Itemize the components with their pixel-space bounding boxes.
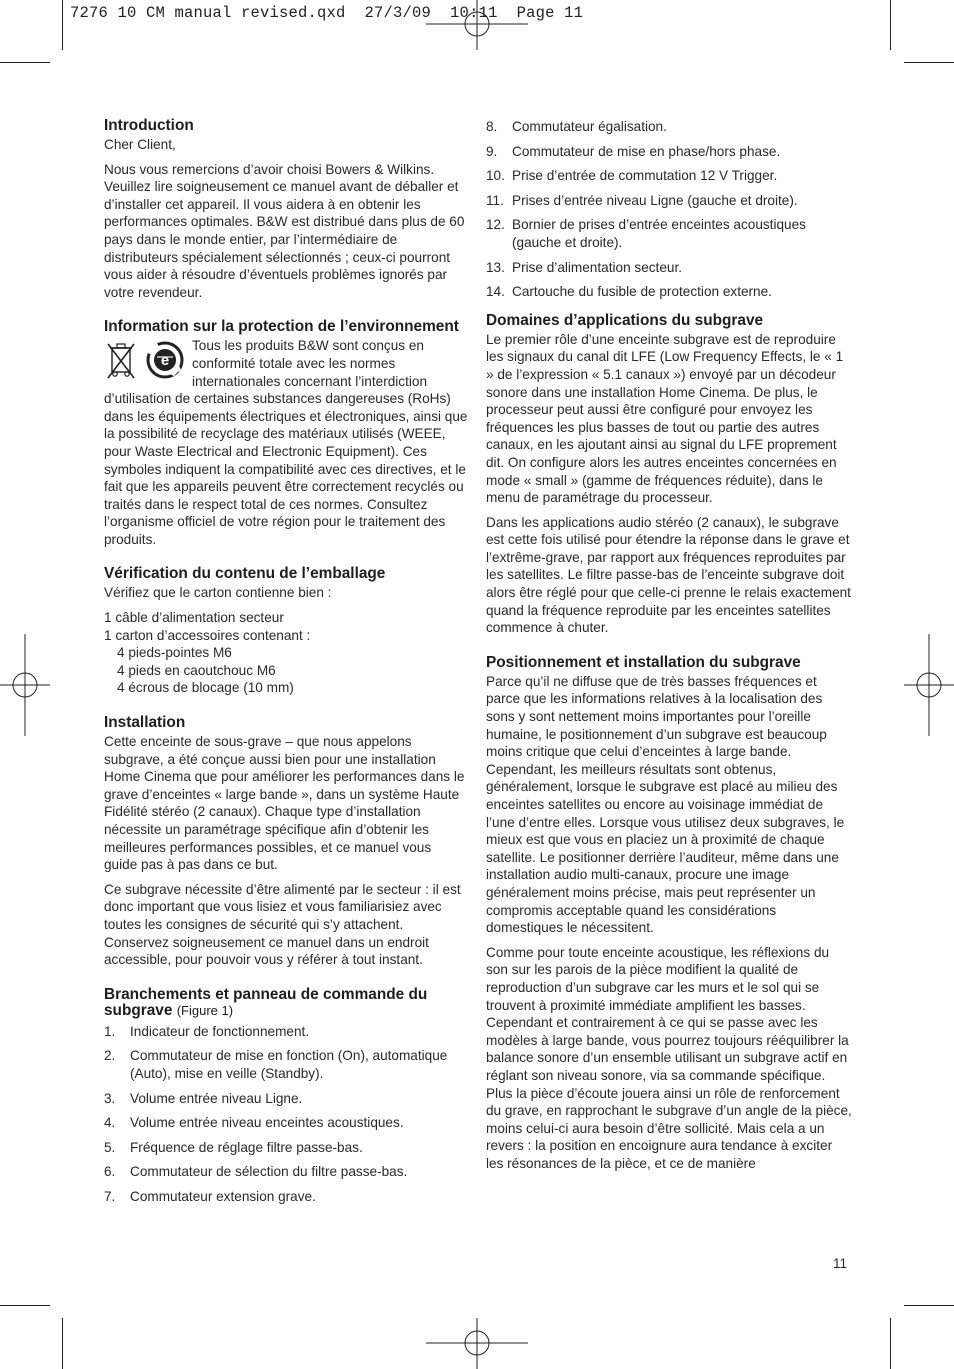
- crop-mark-top-right-horizontal: [904, 62, 954, 63]
- packaging-item: 1 carton d’accessoires contenant :: [104, 627, 311, 643]
- list-item: 5. Fréquence de réglage filtre passe-bas.: [104, 1139, 363, 1155]
- applications-paragraph-1: Le premier rôle d’une enceinte subgrave est de reproduire les signaux du canal dit LFE (Low Frequency Effects, le « 1 » de l’expression « 5.1 canaux ») envoyé par un décodeur sonore dans une installation Home Cinema. De plus, le processeur peut aussi être configuré pour envoyez les fréquences les plus basses de tout ou partie des autres canaux, en les ajoutant ainsi au signal du LFE proprement dit. On configure alors les autres enceintes concernées en mode « small » (gamme de fréquences réduite), dans le menu de paramétrage du processeur.: [486, 331, 844, 506]
- packaging-intro: Vérifiez que le carton contienne bien :: [104, 585, 332, 601]
- list-item: 3. Volume entrée niveau Ligne.: [104, 1090, 303, 1106]
- positioning-paragraph-2: Comme pour toute enceinte acoustique, les réflexions du son sur les parois de la pièce modifient la qualité de reproduction d’un subgrave car les murs et le sol qui se trouvent à proximité immédiate amplifient les basses. Cependant et contrairement à ce qui se passe avec les modèles à large bande, vous pourrez toujours rééquilibrer la balance sonore d’un ensemble utilisant un subgrave actif en réglant son niveau sonore, via sa commande spécifique. Plus la pièce d’écoute jouera ainsi un rôle de renforcement du grave, en rapprochant le subgrave d’un angle de la pièce, moins celui-ci aura besoin d’être sollicité. Mais cela a un revers : la position en encoignure aura tendance à exciter les résonances de la pièce, et ce de manière: [486, 944, 852, 1171]
- list-item: 13. Prise d’alimentation secteur.: [486, 259, 683, 275]
- positioning-paragraph-1: Parce qu’il ne diffuse que de très basses fréquences et parce que les informations relatives à la localisation des sons y sont nettement moins importantes pour l’oreille humaine, le positionnement d’un subgrave est beaucoup moins critique que celui d’enceintes à large bande. Cependant, les meilleurs résultats sont obtenus, généralement, lorsque le subgrave est placé au milieu des enceintes satellites ou encore au voisinage immédiat de l’une d’entre elles. Lorsque vous utilisez deux subgraves, le mieux est que vous en placiez un à proximité de chaque satellite. Le positionner derrière l’auditeur, même dans une installation audio multi-canaux, procure une image généralement moins précise, mais peut représenter un compromis acceptable quand les considérations domestiques le nécessitent.: [486, 673, 845, 936]
- registration-mark-bottom: [426, 1318, 528, 1369]
- packaging-subitem: 4 pieds en caoutchouc M6: [117, 662, 276, 678]
- introduction-heading: Introduction: [104, 117, 194, 134]
- applications-paragraph-2: Dans les applications audio stéréo (2 canaux), le subgrave est cette fois utilisé pour étendre la réponse dans le grave et l’extrême-grave, par rapport aux fréquences reproduites par les satellites. Le filtre passe-bas de l’enceinte subgrave doit alors être réglé pour que celle-ci prenne le relais exactement quand la fréquence reproduite par les enceintes satellites commence à chuter.: [486, 514, 851, 636]
- list-item: 8. Commutateur égalisation.: [486, 119, 667, 134]
- right-column: [486, 118, 852, 1179]
- environment-section: [104, 337, 468, 548]
- crop-mark-bottom-right-horizontal: [904, 1305, 954, 1306]
- list-item: 14. Cartouche du fusible de protection externe.: [486, 284, 772, 300]
- packaging-item: 1 câble d’alimentation secteur: [104, 610, 284, 626]
- crop-mark-bottom-left-vertical: [62, 1318, 63, 1369]
- weee-bin-icon: [104, 340, 138, 380]
- installation-paragraph-2: Ce subgrave nécessite d’être alimenté par le secteur : il est donc important que vous lisiez et vous familiarisiez avec toutes les consignes de sécurité qui s’y attachent. Conservez soigneusement ce manuel dans un endroit accessible, pour pouvoir vous y référer à tout instant.: [104, 881, 461, 968]
- installation-paragraph-1: Cette enceinte de sous-grave – que nous appelons subgrave, a été conçue aussi bien pour une installation Home Cinema que pour améliorer les performances dans le grave d’enceintes « large bande », dans un système Haute Fidélité stéréo (2 canaux). Chaque type d’installation nécessite un paramétrage spécifique afin d’obtenir les meilleures performances possibles, et ce manuel vous guide pas à pas dans ce but.: [104, 734, 465, 873]
- crop-mark-bottom-left-horizontal: [0, 1305, 50, 1306]
- list-item: 4. Volume entrée niveau enceintes acoustiques.: [104, 1115, 404, 1131]
- list-item: 11. Prises d’entrée niveau Ligne (gauche et droite).: [486, 192, 798, 208]
- crop-mark-top-right-vertical: [890, 0, 891, 50]
- environment-heading: Information sur la protection de l’environnement: [104, 318, 459, 336]
- environment-symbols: [104, 340, 188, 380]
- crop-mark-top-left-vertical: [62, 0, 63, 50]
- list-item: 12. Bornier de prises d’entrée enceintes acoustiques (gauche et droite).: [486, 217, 806, 250]
- list-item: 7. Commutateur extension grave.: [104, 1188, 316, 1204]
- controls-list: [104, 1023, 468, 1206]
- figure-reference: (Figure 1): [176, 1002, 234, 1018]
- installation-heading: Installation: [104, 714, 186, 732]
- applications-heading: Domaines d’applications du subgrave: [486, 311, 764, 329]
- page-number: 11: [833, 1256, 848, 1271]
- list-item: 10. Prise d’entrée de commutation 12 V Trigger.: [486, 168, 778, 184]
- positioning-heading: Positionnement et installation du subgrave: [486, 653, 801, 671]
- registration-mark-top: [426, 0, 528, 50]
- connections-heading-text: Branchements et panneau de commande du subgrave: [104, 985, 428, 1019]
- registration-mark-right: [904, 634, 954, 736]
- list-item: 6. Commutateur de sélection du filtre passe-bas.: [104, 1164, 408, 1180]
- packaging-list: [104, 609, 468, 697]
- list-item: 9. Commutateur de mise en phase/hors phase.: [486, 143, 781, 159]
- registration-mark-left: [0, 634, 50, 736]
- introduction-paragraph: Nous vous remercions d’avoir choisi Bowers & Wilkins. Veuillez lire soigneusement ce manuel avant de déballer et d’installer cet appareil. Il vous aidera à en obtenir les performances optimales. B&W est distribué dans plus de 60 pays dans le monde entier, par l’intermédiaire de distributeurs spécialement sélectionnés ; ceux-ci pourront vous aider à résoudre d’éventuels problèmes ignorés par votre revendeur.: [104, 161, 465, 300]
- print-slug: 7276 10 CM manual revised.qxd 27/3/09 10:11 Page 11: [70, 4, 584, 22]
- svg-text:e: e: [160, 352, 170, 370]
- crop-mark-top-left-horizontal: [0, 62, 50, 63]
- crop-mark-bottom-right-vertical: [890, 1318, 891, 1369]
- left-column: [104, 118, 468, 1213]
- environment-paragraph: Tous les produits B&W sont conçus en conformité totale avec les normes internationales concernant l’interdiction d’utilisation de certaines substances dangereuses (RoHs) dans les équipements électriques et électroniques, ainsi que la possibilité de recyclage des matériaux utilisés (WEEE, pour Waste Electrical and Electronic Equipment). Ces symboles indiquent la compatibilité avec ces directives, et le fait que les appareils peuvent être correctement recyclés ou traités dans le respect total de ces normes. Consultez l’organisme officiel de votre région pour le traitement des produits.: [104, 338, 468, 547]
- packaging-subitem: 4 pieds-pointes M6: [117, 645, 232, 661]
- rohs-recycle-icon: [144, 340, 186, 380]
- controls-list-continued: [486, 118, 852, 301]
- list-item: 1. Indicateur de fonctionnement.: [104, 1023, 310, 1039]
- packaging-heading: Vérification du contenu de l’emballage: [104, 565, 386, 583]
- introduction-greeting: Cher Client,: [104, 137, 176, 152]
- packaging-subitem: 4 écrous de blocage (10 mm): [117, 680, 294, 696]
- list-item: 2. Commutateur de mise en fonction (On), automatique (Auto), mise en veille (Standby).: [104, 1048, 448, 1081]
- connections-heading: [104, 987, 468, 1019]
